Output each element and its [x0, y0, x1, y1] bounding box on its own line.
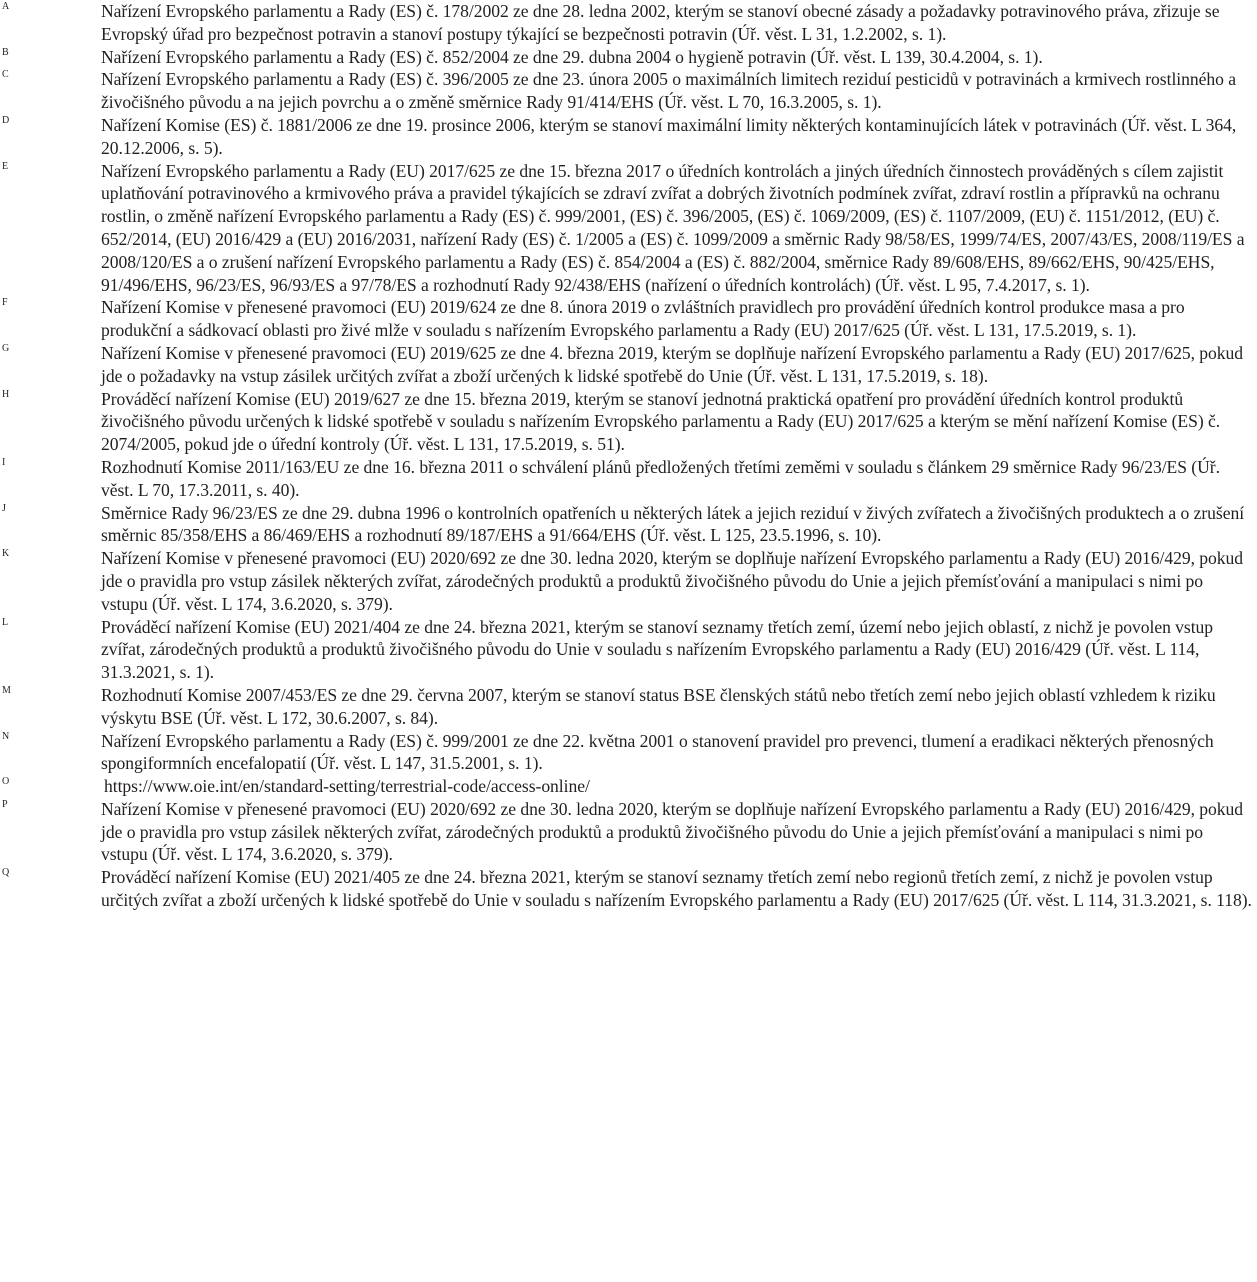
footnote-text: Nařízení Evropského parlamentu a Rady (ES) č. 852/2004 ze dne 29. dubna 2004 o hygieně potravin (Úř. věst. L 139, 30.4.2004, s. 1).	[101, 46, 1043, 67]
footnote-g	[0, 342, 1257, 388]
footnote-marker: N	[2, 730, 10, 742]
footnote-text: Nařízení Evropského parlamentu a Rady (EU) 2017/625 ze dne 15. března 2017 o úředních kontrolách a jiných úředních činnostech prováděných s cílem zajistit uplatňování potravinového a krmivového práva a pravidel týkajících se zdraví zvířat a dobrých životních podmínek zvířat, zdraví rostlin a přípravků na ochranu rostlin, o změně nařízení Evropského parlamentu a Rady (ES) č. 999/2001, (ES) č. 396/2005, (ES) č. 1069/2009, (ES) č. 1107/2009, (EU) č. 1151/2012, (EU) č. 652/2014, (EU) 2016/429 a (EU) 2016/2031, nařízení Rady (ES) č. 1/2005 a (ES) č. 1099/2009 a směrnic Rady 98/58/ES, 1999/74/ES, 2007/43/ES, 2008/119/ES a 2008/120/ES a o zrušení nařízení Evropského parlamentu a Rady (ES) č. 854/2004 a (ES) č. 882/2004, směrnice Rady 89/608/EHS, 89/662/EHS, 90/425/EHS, 91/496/EHS, 96/23/ES, 96/93/ES a 97/78/ES a rozhodnutí Rady 92/438/EHS (nařízení o úředních kontrolách) (Úř. věst. L 95, 7.4.2017, s. 1).	[101, 160, 1245, 295]
footnote-text: Nařízení Evropského parlamentu a Rady (ES) č. 178/2002 ze dne 28. ledna 2002, kterým se stanoví obecné zásady a požadavky potravinového práva, zřizuje se Evropský úřad pro bezpečnost potravin a stanoví postupy týkající se bezpečnosti potravin (Úř. věst. L 31, 1.2.2002, s. 1).	[101, 1, 1220, 44]
footnote-p	[0, 798, 1257, 866]
footnote-text: Směrnice Rady 96/23/ES ze dne 29. dubna 1996 o kontrolních opatřeních u některých látek a jejich reziduí v živých zvířatech a živočišných produktech a o zrušení směrnic 85/358/EHS a 86/469/EHS a rozhodnutí 89/187/EHS a 91/664/EHS (Úř. věst. L 125, 23.5.1996, s. 10).	[101, 502, 1245, 546]
footnote-text: Rozhodnutí Komise 2011/163/EU ze dne 16. března 2011 o schválení plánů předložených třetími zeměmi v souladu s článkem 29 směrnice Rady 96/23/ES (Úř. věst. L 70, 17.3.2011, s. 40).	[101, 456, 1220, 500]
footnote-n	[0, 730, 1257, 776]
footnote-marker: J	[2, 502, 6, 514]
footnote-text: Prováděcí nařízení Komise (EU) 2019/627 ze dne 15. března 2019, kterým se stanoví jednotná praktická opatření pro provádění úředních kontrol produktů živočišného původu určených k lidské spotřebě v souladu s nařízením Evropského parlamentu a Rady (EU) 2017/625 a kterým se mění nařízení Komise (ES) č. 2074/2005, pokud jde o úřední kontroly (Úř. věst. L 131, 17.5.2019, s. 51).	[101, 388, 1221, 455]
footnote-o	[0, 775, 1257, 798]
footnote-i	[0, 456, 1257, 502]
footnote-text: Rozhodnutí Komise 2007/453/ES ze dne 29. června 2007, kterým se stanoví status BSE členských států nebo třetích zemí nebo jejich oblastí vzhledem k riziku výskytu BSE (Úř. věst. L 172, 30.6.2007, s. 84).	[101, 684, 1216, 728]
footnote-marker: H	[2, 388, 10, 400]
footnote-marker: D	[2, 114, 10, 126]
footnote-q	[0, 866, 1257, 912]
footnote-c	[0, 68, 1257, 114]
footnote-j	[0, 502, 1257, 548]
footnote-k	[0, 547, 1257, 615]
footnote-a	[0, 0, 1257, 46]
footnote-marker: G	[2, 342, 10, 354]
footnote-f	[0, 296, 1257, 342]
footnote-marker: F	[2, 297, 8, 309]
footnote-url-link[interactable]: https://www.oie.int/en/standard-setting/terrestrial-code/access-online/	[104, 776, 590, 797]
footnote-text: Prováděcí nařízení Komise (EU) 2021/404 ze dne 24. března 2021, kterým se stanoví seznamy třetích zemí, území nebo jejich oblastí, z nichž je povolen vstup zvířat, zárodečných produktů a produktů živočišného původu do Unie v souladu s nařízením Evropského parlamentu a Rady (EU) 2016/429 (Úř. věst. L 114, 31.3.2021, s. 1).	[101, 616, 1214, 683]
footnote-e	[0, 160, 1257, 297]
footnote-h	[0, 388, 1257, 456]
footnote-marker: L	[2, 616, 9, 628]
footnote-text: Prováděcí nařízení Komise (EU) 2021/405 ze dne 24. března 2021, kterým se stanoví seznamy třetích zemí nebo regionů třetích zemí, z nichž je povolen vstup určitých zvířat a zboží určených k lidské spotřebě do Unie v souladu s nařízením Evropského parlamentu a Rady (EU) 2017/625 (Úř. věst. L 114, 31.3.2021, s. 118).	[101, 867, 1252, 911]
footnote-marker: I	[2, 456, 6, 468]
footnote-marker: C	[2, 69, 9, 81]
footnote-text: Nařízení Komise v přenesené pravomoci (EU) 2020/692 ze dne 30. ledna 2020, kterým se doplňuje nařízení Evropského parlamentu a Rady (EU) 2016/429, pokud jde o pravidla pro vstup zásilek některých zvířat, zárodečných produktů a produktů živočišného původu do Unie a jejich přemísťování a manipulaci s nimi po vstupu (Úř. věst. L 174, 3.6.2020, s. 379).	[101, 548, 1244, 614]
footnote-marker: M	[2, 684, 11, 696]
footnote-d	[0, 114, 1257, 160]
footnote-marker: Q	[2, 867, 10, 879]
footnote-text: Nařízení Komise (ES) č. 1881/2006 ze dne 19. prosince 2006, kterým se stanoví maximální limity některých kontaminujících látek v potravinách (Úř. věst. L 364, 20.12.2006, s. 5).	[101, 114, 1237, 158]
footnote-marker: E	[2, 160, 9, 172]
footnote-text: Nařízení Komise v přenesené pravomoci (EU) 2019/624 ze dne 8. února 2019 o zvláštních pravidlech pro provádění úředních kontrol produkce masa a pro produkční a sádkovací oblasti pro živé mlže v souladu s nařízením Evropského parlamentu a Rady (EU) 2017/625 (Úř. věst. L 131, 17.5.2019, s. 1).	[101, 297, 1185, 341]
footnote-marker: O	[2, 776, 10, 788]
footnote-marker: K	[2, 548, 10, 560]
footnote-text: Nařízení Evropského parlamentu a Rady (ES) č. 396/2005 ze dne 23. února 2005 o maximálních limitech reziduí pesticidů v potravinách a krmivech rostlinného a živočišného původu a na jejich povrchu a o změně směrnice Rady 91/414/EHS (Úř. věst. L 70, 16.3.2005, s. 1).	[101, 69, 1236, 113]
footnote-marker: A	[2, 1, 10, 12]
footnote-text: Nařízení Komise v přenesené pravomoci (EU) 2019/625 ze dne 4. března 2019, kterým se doplňuje nařízení Evropského parlamentu a Rady (EU) 2017/625, pokud jde o požadavky na vstup zásilek určitých zvířat a zboží určených k lidské spotřebě do Unie (Úř. věst. L 131, 17.5.2019, s. 18).	[101, 342, 1244, 386]
footnote-marker: P	[2, 798, 8, 810]
footnote-text: Nařízení Komise v přenesené pravomoci (EU) 2020/692 ze dne 30. ledna 2020, kterým se doplňuje nařízení Evropského parlamentu a Rady (EU) 2016/429, pokud jde o pravidla pro vstup zásilek některých zvířat, zárodečných produktů a produktů živočišného původu do Unie a jejich přemísťování a manipulaci s nimi po vstupu (Úř. věst. L 174, 3.6.2020, s. 379).	[101, 798, 1244, 865]
footnote-text: Nařízení Evropského parlamentu a Rady (ES) č. 999/2001 ze dne 22. května 2001 o stanovení pravidel pro prevenci, tlumení a eradikaci některých přenosných spongiformních encefalopatií (Úř. věst. L 147, 31.5.2001, s. 1).	[101, 730, 1214, 774]
footnote-l	[0, 616, 1257, 684]
footnote-m	[0, 684, 1257, 730]
footnote-b	[0, 46, 1257, 69]
footnote-marker: B	[2, 46, 9, 58]
